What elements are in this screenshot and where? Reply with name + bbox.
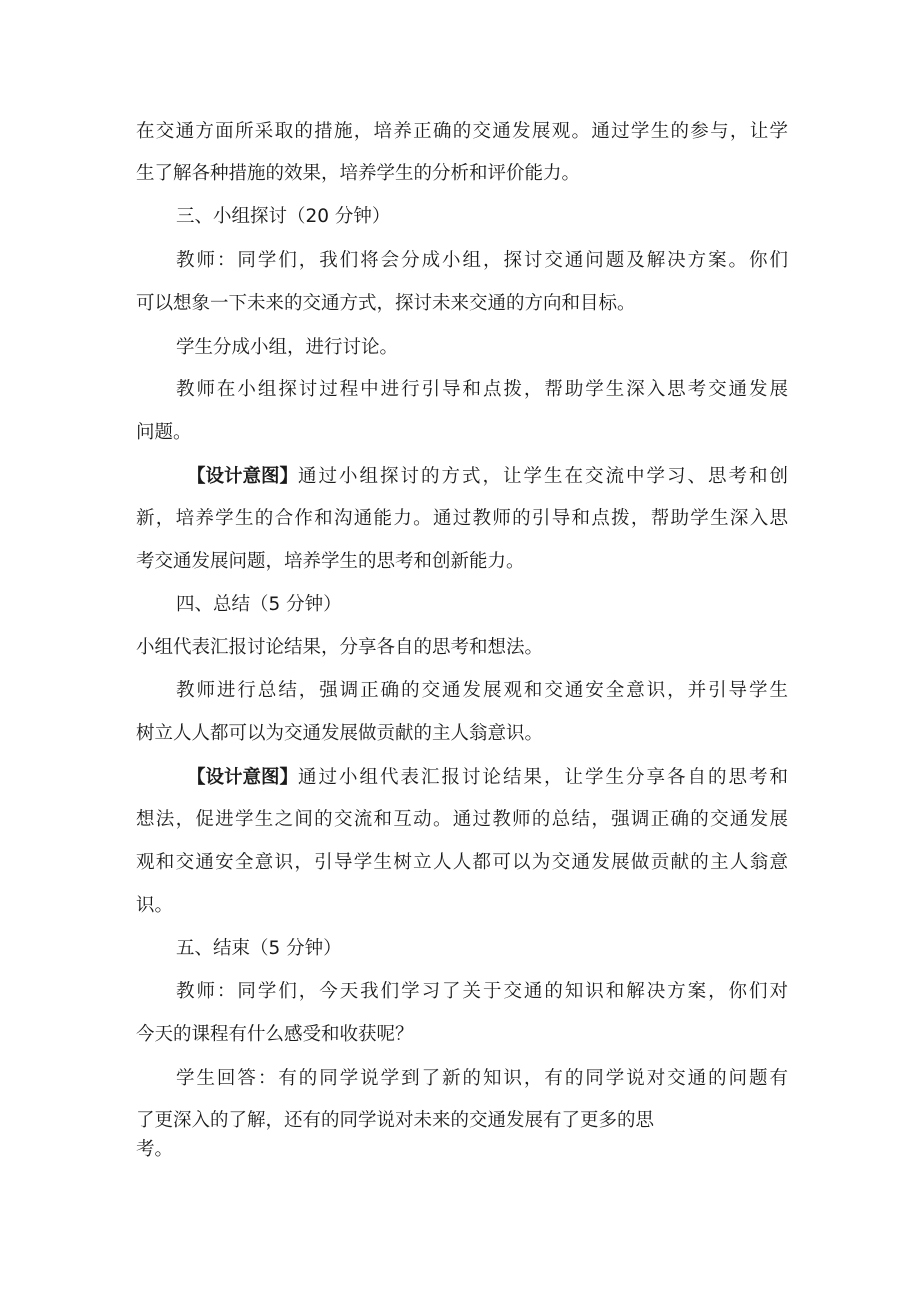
section-heading: 四、总结（5 分钟）: [176, 594, 342, 615]
body-line: 问题。: [136, 422, 192, 443]
design-intent-label: 【设计意图】: [187, 466, 299, 487]
body-line: 树立人人都可以为交通发展做贡献的主人翁意识。: [136, 723, 544, 744]
section-heading: 三、小组探讨（20 分钟）: [176, 206, 391, 227]
body-line: 生了解各种措施的效果，培养学生的分析和评价能力。: [136, 163, 581, 184]
body-line: 可以想象一下未来的交通方式，探讨未来交通的方向和目标。: [136, 293, 636, 314]
body-line: 小组代表汇报讨论结果，分享各自的思考和想法。: [136, 637, 544, 658]
body-line: 教师：同学们，我们将会分成小组，探讨交通问题及解决方案。你们: [176, 250, 788, 271]
body-line: 识。: [136, 895, 174, 916]
section-heading: 五、结束（5 分钟）: [176, 938, 342, 959]
design-intent-line: [187, 465, 788, 489]
body-line: 了更深入的了解，还有的同学说对未来的交通发展有了更多的思: [136, 1110, 655, 1131]
body-line: 学生回答：有的同学说学到了新的知识，有的同学说对交通的问题有: [176, 1068, 788, 1089]
body-line: 教师进行总结，强调正确的交通发展观和交通安全意识，并引导学生: [176, 680, 788, 701]
design-intent-line: [187, 766, 788, 790]
body-line: 今天的课程有什么感受和收获呢？: [136, 1024, 414, 1045]
body-line: 在交通方面所采取的措施，培养正确的交通发展观。通过学生的参与，让学: [136, 121, 788, 142]
body-line: 教师在小组探讨过程中进行引导和点拨，帮助学生深入思考交通发展: [176, 379, 788, 400]
body-line: 新，培养学生的合作和沟通能力。通过教师的引导和点拨，帮助学生深入思: [136, 508, 788, 529]
body-text: 通过小组代表汇报讨论结果，让学生分享各自的思考和: [298, 767, 788, 788]
body-line: 学生分成小组，进行讨论。: [176, 337, 399, 358]
body-line: 教师：同学们，今天我们学习了关于交通的知识和解决方案，你们对: [176, 981, 788, 1002]
body-line: 想法，促进学生之间的交流和互动。通过教师的总结，强调正确的交通发展: [136, 809, 788, 830]
design-intent-label: 【设计意图】: [187, 767, 299, 788]
body-line: 考。: [136, 1139, 174, 1160]
body-line: 考交通发展问题，培养学生的思考和创新能力。: [136, 551, 525, 572]
body-text: 通过小组探讨的方式，让学生在交流中学习、思考和创: [298, 466, 788, 487]
body-line: 观和交通安全意识，引导学生树立人人都可以为交通发展做贡献的主人翁意: [136, 852, 788, 873]
